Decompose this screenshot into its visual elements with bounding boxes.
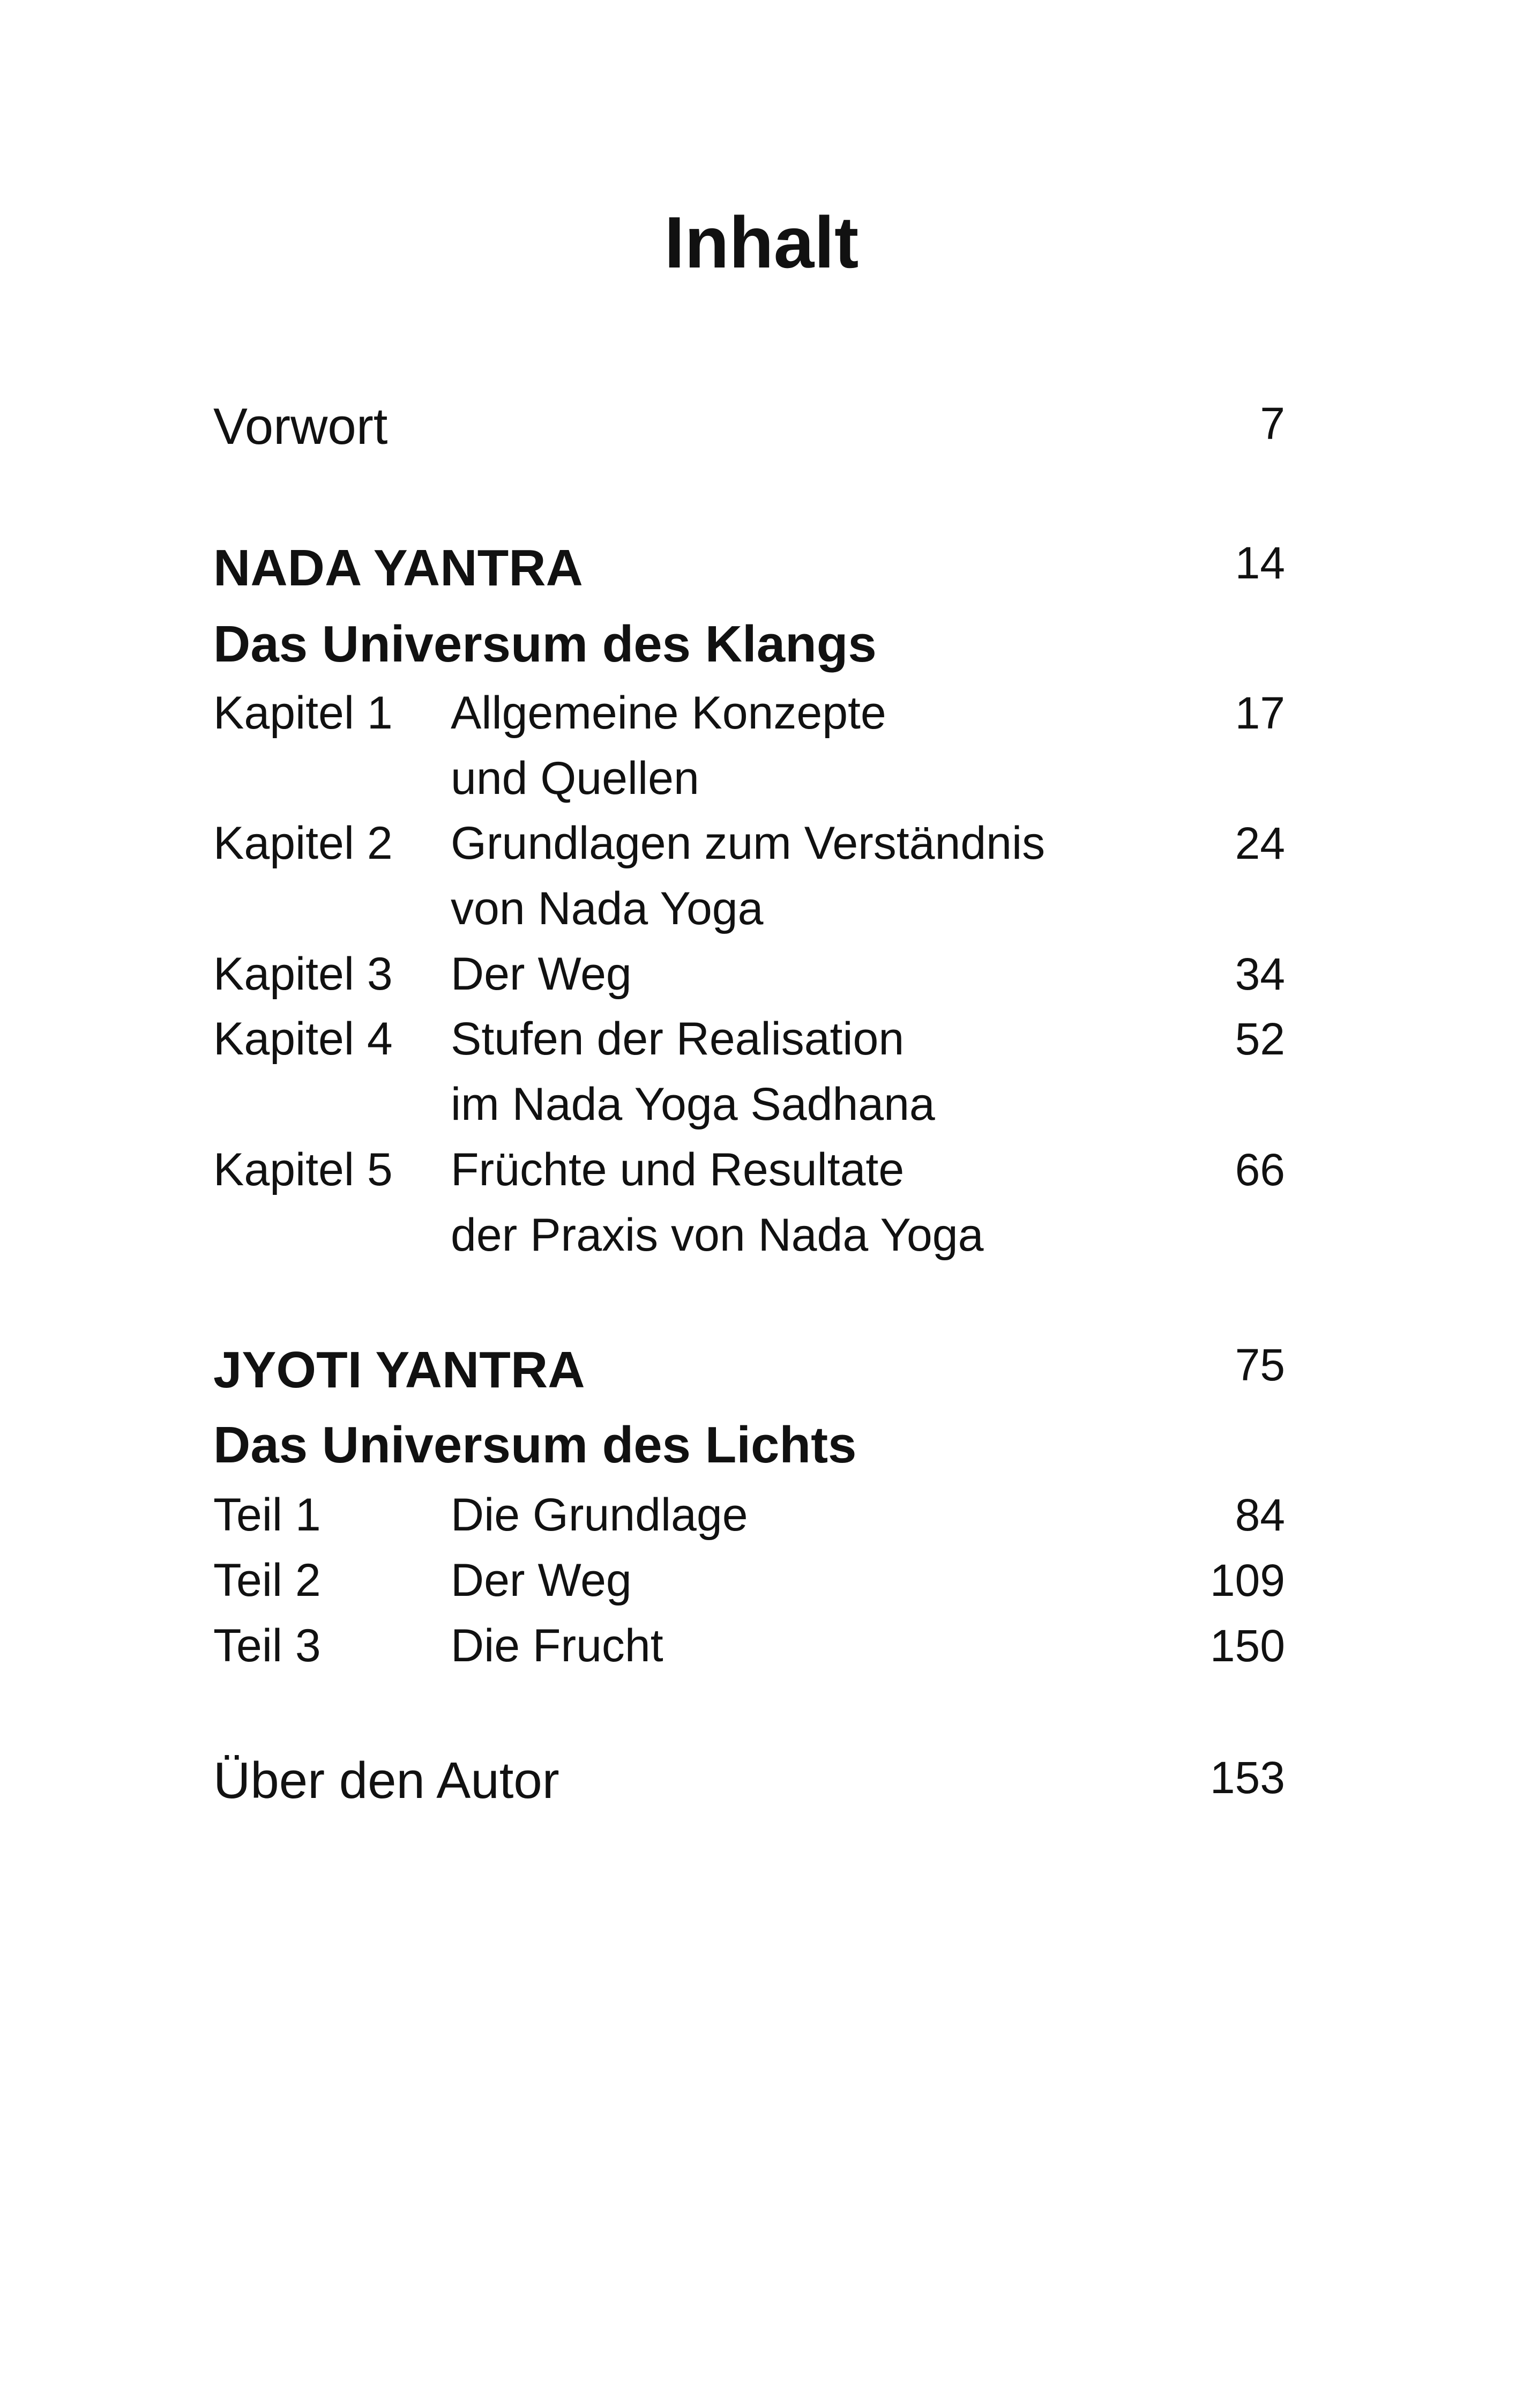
- page-title: Inhalt: [664, 202, 859, 283]
- part-title: NADA YANTRA: [213, 539, 583, 597]
- chapter-title-line: der Praxis von Nada Yoga: [451, 1209, 984, 1261]
- section-label: Teil 1: [213, 1489, 321, 1541]
- toc-page-number: 7: [1260, 398, 1285, 449]
- toc-page-number: 109: [1210, 1555, 1285, 1606]
- toc-chapter[interactable]: [213, 1138, 1285, 1202]
- chapter-title-line: Der Weg: [451, 948, 632, 1000]
- toc-page-number: 24: [1235, 818, 1285, 868]
- part-title: JYOTI YANTRA: [213, 1341, 585, 1399]
- toc-chapter[interactable]: [213, 942, 1285, 1006]
- toc-part-heading[interactable]: [213, 536, 1285, 600]
- toc-chapter-continuation: [213, 746, 1285, 811]
- chapter-title-line: Früchte und Resultate: [451, 1144, 905, 1195]
- toc-section[interactable]: [213, 1548, 1285, 1612]
- toc-chapter-continuation: [213, 876, 1285, 941]
- section-title: Die Grundlage: [451, 1489, 748, 1541]
- toc-page-number: 75: [1235, 1340, 1285, 1390]
- toc-page-number: 14: [1235, 538, 1285, 588]
- chapter-title-line: und Quellen: [451, 753, 699, 804]
- chapter-title-line: Grundlagen zum Verständnis: [451, 817, 1046, 869]
- toc-chapter[interactable]: [213, 1007, 1285, 1071]
- toc-page-number: 34: [1235, 949, 1285, 999]
- toc-section[interactable]: [213, 1614, 1285, 1678]
- toc-page-number: 84: [1235, 1490, 1285, 1540]
- chapter-label: Kapitel 1: [213, 687, 393, 739]
- toc-chapter[interactable]: [213, 681, 1285, 745]
- part-subtitle: Das Universum des Klangs: [213, 615, 877, 673]
- part-subtitle: Das Universum des Lichts: [213, 1416, 857, 1474]
- chapter-label: Kapitel 4: [213, 1013, 393, 1065]
- chapter-title-line: Stufen der Realisation: [451, 1013, 905, 1065]
- section-label: Teil 3: [213, 1620, 321, 1671]
- toc-entry-vorwort[interactable]: [213, 391, 1285, 456]
- toc-entry-label: Vorwort: [213, 398, 388, 455]
- section-title: Die Frucht: [451, 1620, 663, 1671]
- section-label: Teil 2: [213, 1555, 321, 1606]
- section-title: Der Weg: [451, 1555, 632, 1606]
- toc-section[interactable]: [213, 1483, 1285, 1547]
- toc-part-heading[interactable]: [213, 1338, 1285, 1402]
- toc-part-subtitle: [213, 1413, 1285, 1477]
- toc-page-number: 150: [1210, 1621, 1285, 1671]
- toc-entry-label: Über den Autor: [213, 1752, 559, 1809]
- toc-entry-about-author[interactable]: [213, 1745, 1285, 1810]
- toc-chapter-continuation: [213, 1072, 1285, 1136]
- toc-chapter-continuation: [213, 1203, 1285, 1267]
- toc-page-number: 17: [1235, 688, 1285, 738]
- chapter-label: Kapitel 2: [213, 817, 393, 869]
- chapter-title-line: Allgemeine Konzepte: [451, 687, 886, 739]
- toc-chapter[interactable]: [213, 811, 1285, 875]
- toc-part-subtitle: [213, 612, 1285, 677]
- chapter-title-line: im Nada Yoga Sadhana: [451, 1079, 935, 1130]
- chapter-label: Kapitel 3: [213, 948, 393, 1000]
- chapter-title-line: von Nada Yoga: [451, 883, 764, 934]
- toc-page-number: 153: [1210, 1752, 1285, 1803]
- toc-page-number: 66: [1235, 1144, 1285, 1195]
- toc-page-number: 52: [1235, 1014, 1285, 1064]
- chapter-label: Kapitel 5: [213, 1144, 393, 1195]
